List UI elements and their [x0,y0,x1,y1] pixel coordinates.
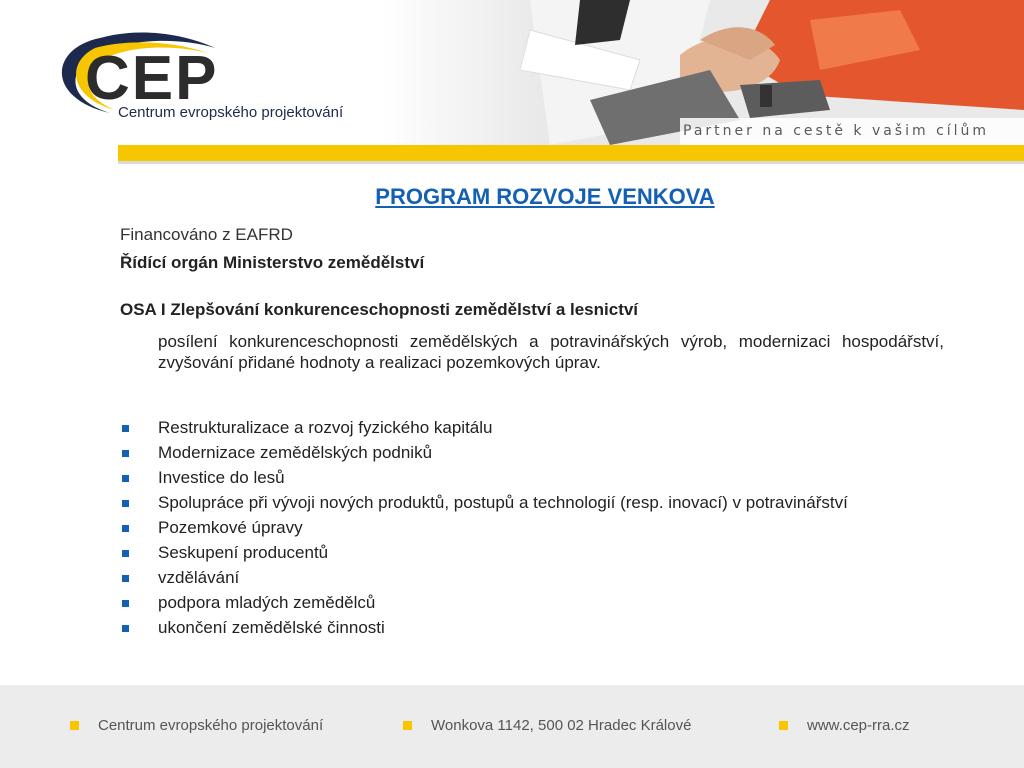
list-item [118,568,958,588]
list-item-text: Investice do lesů [158,468,285,487]
tagline: Partner na cestě k vašim cílům [683,123,990,139]
bullet-square-icon [122,525,129,532]
list-item [118,593,958,613]
list-item-text: vzdělávání [158,568,240,587]
bullet-square-icon [122,550,129,557]
footer-square-icon [70,721,79,730]
list-item-text: Spolupráce při vývoji nových produktů, postupů a technologií (resp. inovací) v potravinářství [158,493,848,512]
footer-org-name: Centrum evropského projektování [98,717,324,734]
bullet-square-icon [122,500,129,507]
logo-text: CEP [85,44,219,113]
financing-line: Financováno z EAFRD [120,225,293,244]
footer-square-icon [403,721,412,730]
yellow-header-bar [118,145,1024,161]
list-item [118,543,958,563]
list-item [118,443,958,463]
axis-title: OSA I Zlepšování konkurenceschopnosti zemědělství a lesnictví [120,300,639,319]
list-item-text: ukončení zemědělské činnosti [158,618,385,637]
list-item-text: Pozemkové úpravy [158,518,303,537]
footer [0,685,1024,768]
bullet-square-icon [122,450,129,457]
list-item [118,518,958,538]
footer-address: Wonkova 1142, 500 02 Hradec Králové [431,717,692,734]
bullet-square-icon [122,625,129,632]
footer-square-icon [779,721,788,730]
slide-title: PROGRAM ROZVOJE VENKOVA [375,184,715,209]
managing-body-line: Řídící orgán Ministerstvo zemědělství [120,253,425,272]
list-item [118,493,958,513]
list-item [118,418,958,438]
list-item-text: Restrukturalizace a rozvoj fyzického kapitálu [158,418,493,437]
logo-subtitle: Centrum evropského projektování [118,104,344,121]
measures-list [118,418,958,643]
list-item [118,618,958,638]
bullet-square-icon [122,600,129,607]
bullet-square-icon [122,425,129,432]
header [0,0,1024,165]
list-item-text: podpora mladých zemědělců [158,593,376,612]
footer-website-link[interactable]: www.cep-rra.cz [807,717,910,734]
list-item-text: Modernizace zemědělských podniků [158,443,433,462]
list-item-text: Seskupení producentů [158,543,329,562]
bullet-square-icon [122,475,129,482]
list-item [118,468,958,488]
axis-description: posílení konkurenceschopnosti zemědělských a potravinářských výrob, modernizaci hospodářství, zvyšování přidané hodnoty a realizaci pozemkových úprav. [158,332,944,372]
bullet-square-icon [122,575,129,582]
header-divider [118,161,1024,164]
